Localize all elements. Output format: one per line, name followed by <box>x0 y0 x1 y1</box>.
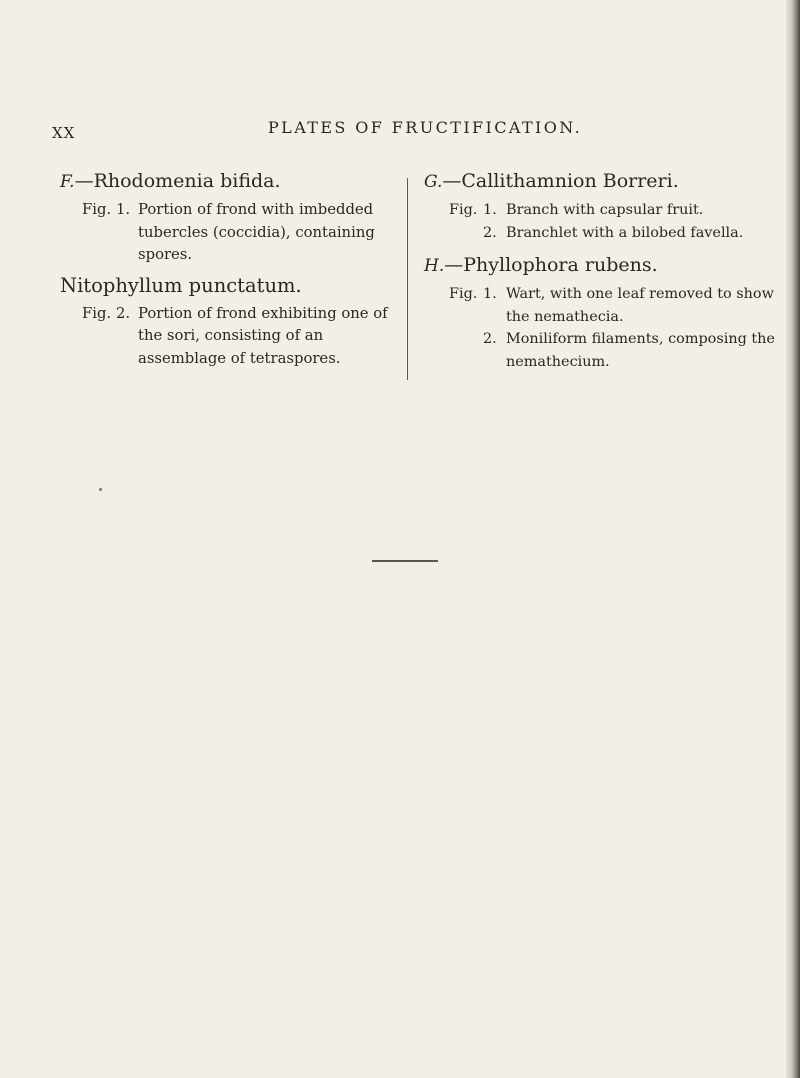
left-column <box>60 168 402 370</box>
fig-number: 2. <box>116 304 131 322</box>
fig-text: Portion of frond exhibiting one of the sori, consisting of an assemblage of tetraspores. <box>138 304 388 367</box>
section-letter: G. <box>424 172 443 192</box>
fig-number: 1. <box>483 202 497 218</box>
fig-label: Fig. <box>449 202 478 218</box>
column-divider <box>407 178 408 380</box>
ink-speck <box>99 488 102 491</box>
section-heading-phyllophora <box>424 252 780 279</box>
fig-text: Portion of frond with imbedded tubercles (coccidia), containing spores. <box>138 201 375 263</box>
section-heading-rhodomenia <box>60 168 402 195</box>
fig-text: Branchlet with a bilobed favella. <box>506 224 744 241</box>
fig-number: 1. <box>116 201 131 218</box>
fig-number: 2. <box>483 224 497 241</box>
page-number: XX <box>52 124 76 142</box>
running-head <box>0 118 780 148</box>
section-title: —Phyllophora rubens. <box>444 254 658 276</box>
page-edge <box>786 0 800 1078</box>
fig-text: Branch with capsular fruit. <box>506 202 704 218</box>
figure-caption <box>424 283 780 328</box>
end-rule <box>372 560 438 562</box>
section-title: —Rhodomenia bifida. <box>74 170 281 192</box>
section-letter: F. <box>60 172 75 192</box>
fig-label: Fig. <box>82 304 112 322</box>
figure-caption <box>424 199 780 222</box>
fig-number: 1. <box>483 286 497 302</box>
section-heading-nitophyllum <box>60 273 402 299</box>
running-title: PLATES OF FRUCTIFICATION. <box>268 118 583 137</box>
fig-text: Moniliform filaments, composing the nemathecium. <box>506 331 775 370</box>
figure-caption <box>424 222 780 245</box>
section-title: —Callithamnion Borreri. <box>442 170 679 192</box>
section-title: Nitophyllum punctatum. <box>60 273 302 297</box>
right-column <box>424 168 780 373</box>
section-letter: H. <box>424 256 445 276</box>
figure-caption <box>60 303 402 371</box>
fig-label: Fig. <box>449 286 478 302</box>
figure-caption <box>424 328 780 373</box>
fig-text: Wart, with one leaf removed to show the nemathecia. <box>506 286 774 325</box>
section-heading-callithamnion <box>424 168 780 195</box>
figure-caption <box>60 199 402 267</box>
fig-number: 2. <box>483 331 497 347</box>
fig-label: Fig. <box>82 201 112 218</box>
